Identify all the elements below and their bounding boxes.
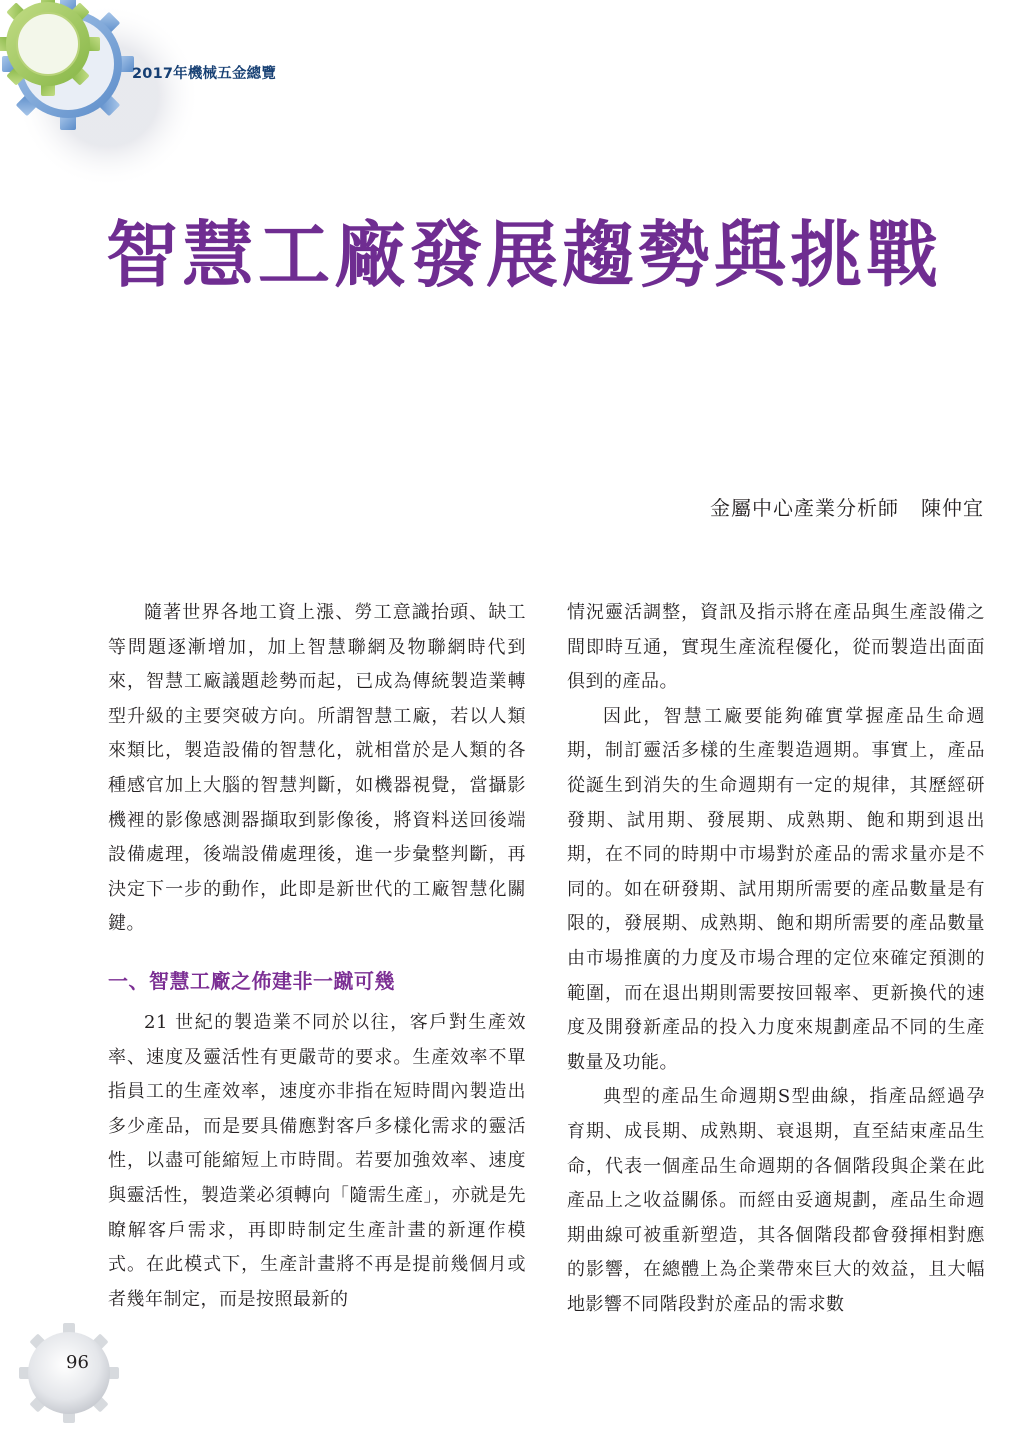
body-paragraph: 典型的產品生命週期S型曲線，指產品經過孕育期、成長期、成熟期、衰退期，直至結束產品生命，代表一個產品生命週期的各個階段與企業在此產品上之收益關係。而經由妥適規劃，產品生命週期曲線可被重新塑造，其各個階段都會發揮相對應的影響，在總體上為企業帶來巨大的效益，且大幅地影響不同階段對於產品的需求數 (567, 1086, 985, 1315)
section-heading: 一、智慧工廠之佈建非一蹴可幾 (108, 968, 395, 993)
body-paragraph: 隨著世界各地工資上漲、勞工意識抬頭、缺工等問題逐漸增加，加上智慧聯網及物聯網時代到來，智慧工廠議題趁勢而起，已成為傳統製造業轉型升級的主要突破方向。所謂智慧工廠，若以人類來類比，製造設備的智慧化，就相當於是人類的各種感官加上大腦的智慧判斷，如機器視覺，當攝影機裡的影像感測器擷取到影像後，將資料送回後端設備處理，後端設備處理後，進一步彙整判斷，再決定下一步的動作，此即是新世代的工廠智慧化關鍵。 (108, 602, 526, 935)
page-number: 96 (66, 1352, 89, 1373)
footer-gear-icon (14, 1318, 124, 1428)
left-column (108, 596, 526, 1317)
body-paragraph: 情況靈活調整，資訊及指示將在產品與生產設備之間即時互通，實現生產流程優化，從而製造出面面俱到的產品。 (567, 602, 985, 693)
body-paragraph: 因此，智慧工廠要能夠確實掌握產品生命週期，制訂靈活多樣的生產製造週期。事實上，產品從誕生到消失的生命週期有一定的規律，其歷經研發期、試用期、發展期、成熟期、飽和期到退出期，在不同的時期中市場對於產品的需求量亦是不同的。如在研發期、試用期所需要的產品數量是有限的，發展期、成熟期、飽和期所需要的產品數量由市場推廣的力度及市場合理的定位來確定預測的範圍，而在退出期則需要按回報率、更新換代的速度及開發新產品的投入力度來規劃產品不同的生產數量及功能。 (567, 705, 985, 1073)
byline-role: 金屬中心產業分析師 (710, 496, 899, 520)
header-gear-icon (0, 0, 196, 194)
running-head: 2017年機械五金總覽 (132, 66, 277, 82)
byline (710, 492, 984, 521)
article-title: 智慧工廠發展趨勢與挑戰 (106, 213, 943, 297)
body-paragraph: 21 世紀的製造業不同於以往，客戶對生產效率、速度及靈活性有更嚴苛的要求。生產效率不單指員工的生產效率，速度亦非指在短時間內製造出多少產品，而是要具備應對客戶多樣化需求的靈活性，以盡可能縮短上市時間。若要加強效率、速度與靈活性，製造業必須轉向「隨需生產」，亦就是先瞭解客戶需求，再即時制定生產計畫的新運作模式。在此模式下，生產計畫將不再是提前幾個月或者幾年制定，而是按照最新的 (108, 1011, 526, 1310)
byline-name: 陳仲宜 (921, 496, 984, 520)
right-column (567, 596, 985, 1322)
